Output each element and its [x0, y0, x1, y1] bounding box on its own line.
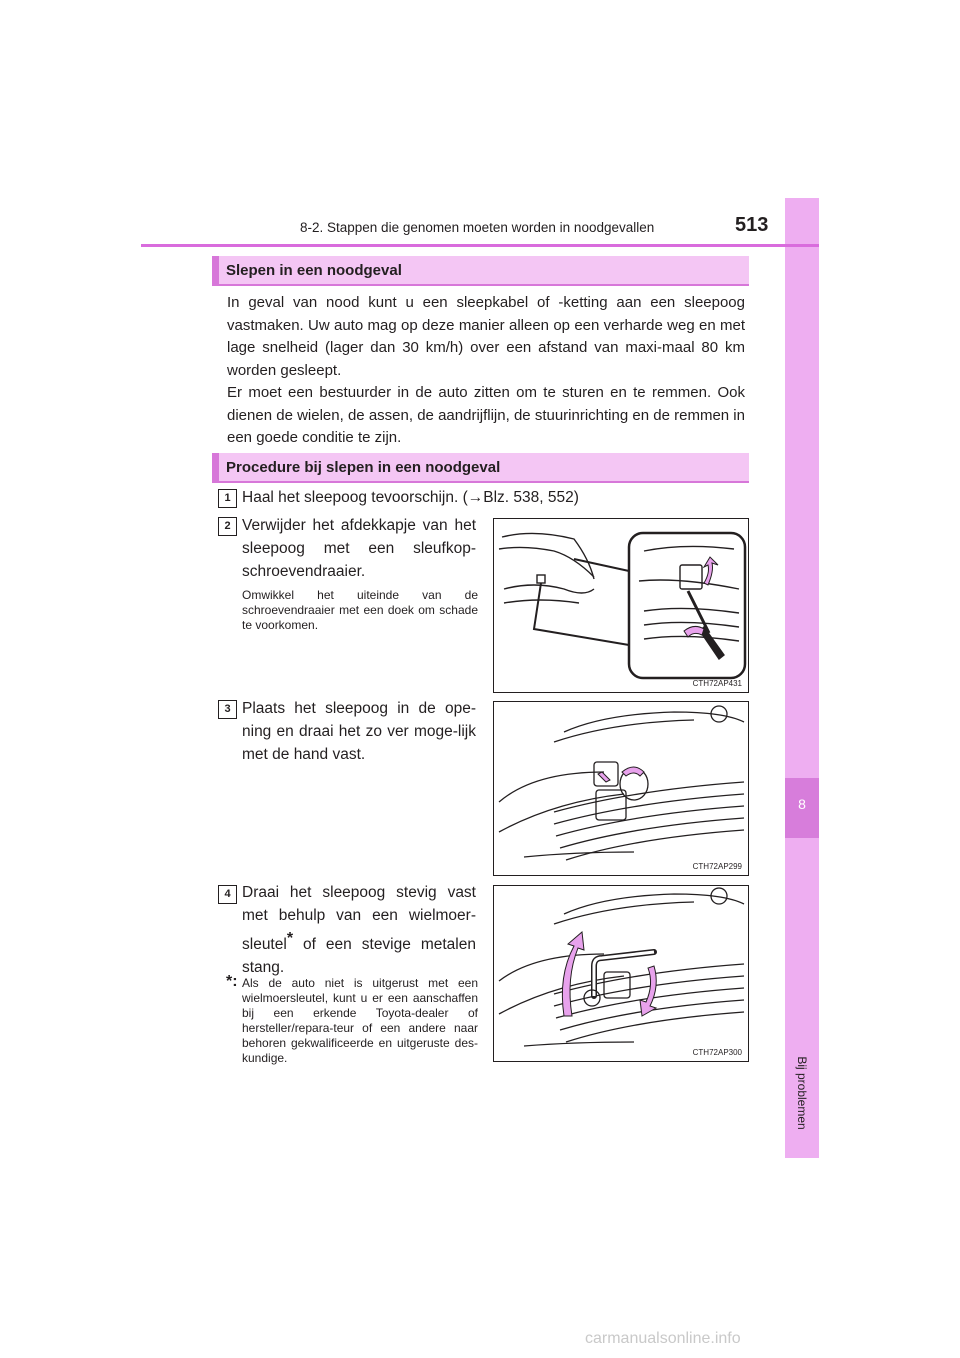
figure-remove-cover	[493, 518, 749, 693]
chapter-label: Bij problemen	[795, 1056, 809, 1130]
figure-tighten-hook	[493, 885, 749, 1062]
footnote-marker: *:	[226, 973, 238, 990]
step-number-2: 2	[218, 517, 237, 536]
step-3-text: Plaats het sleepoog in de ope-ning en draai het zo ver moge-lijk met de hand vast.	[242, 700, 476, 763]
install-hook-illustration	[494, 702, 748, 875]
step-2-note: Omwikkel het uiteinde van de schroevendraaier met een doek om schade te voorkomen.	[242, 588, 478, 632]
section-heading-label: Procedure bij slepen in een noodgeval	[226, 459, 501, 476]
step-number-1: 1	[218, 489, 237, 508]
step-1-text: Haal het sleepoog tevoorschijn. (→Blz. 538, 552)	[242, 489, 579, 506]
page-number: 513	[735, 214, 769, 236]
section-heading-procedure	[212, 453, 749, 483]
figure-code: CTH72AP299	[692, 862, 742, 871]
intro-paragraph-2: Er moet een bestuurder in de auto zitten om te sturen en te remmen. Ook dienen de wielen, de assen, de aandrijflijn, de stuurinrichting en de remmen in een goede conditie te zijn.	[227, 384, 745, 446]
chapter-number: 8	[798, 796, 806, 812]
intro-paragraph: In geval van nood kunt u een sleepkabel of -ketting aan een sleepoog vastmaken. Uw auto mag op deze manier alleen op een verharde weg en met lage snelheid (lager dan 30 km/h) over een afstand van maxi-maal 80 km worden gesleept.	[227, 294, 745, 379]
step-4-text: Draai het sleepoog stevig vast met behulp van een wielmoer-sleutel* of een stevige metalen stang.	[242, 884, 476, 977]
figure-code: CTH72AP300	[692, 1048, 742, 1057]
header-title: 8-2. Stappen die genomen moeten worden in noodgevallen	[300, 220, 655, 235]
tighten-hook-illustration	[494, 886, 748, 1061]
watermark: carmanualsonline.info	[585, 1330, 741, 1347]
step-number-3: 3	[218, 700, 237, 719]
remove-cover-illustration	[494, 519, 748, 692]
heading-bar	[212, 256, 219, 284]
footnote-star: *	[286, 930, 294, 947]
step-number-4: 4	[218, 885, 237, 904]
figure-install-hook	[493, 701, 749, 876]
step-2-text: Verwijder het afdekkapje van het sleepoog met een sleufkop-schroevendraaier.	[242, 517, 476, 580]
heading-bar	[212, 453, 219, 481]
figure-code: CTH72AP431	[692, 679, 742, 688]
section-heading-label: Slepen in een noodgeval	[226, 262, 402, 279]
step-4-footnote: Als de auto niet is uitgerust met een wielmoersleutel, kunt u er een aanschaffen bij een erkende Toyota-dealer of hersteller/repara-teur of een andere naar behoren gekwalificeerde en uitgeruste des-kundige.	[242, 976, 478, 1065]
section-heading-towing	[212, 256, 749, 286]
header-rule	[141, 244, 819, 247]
